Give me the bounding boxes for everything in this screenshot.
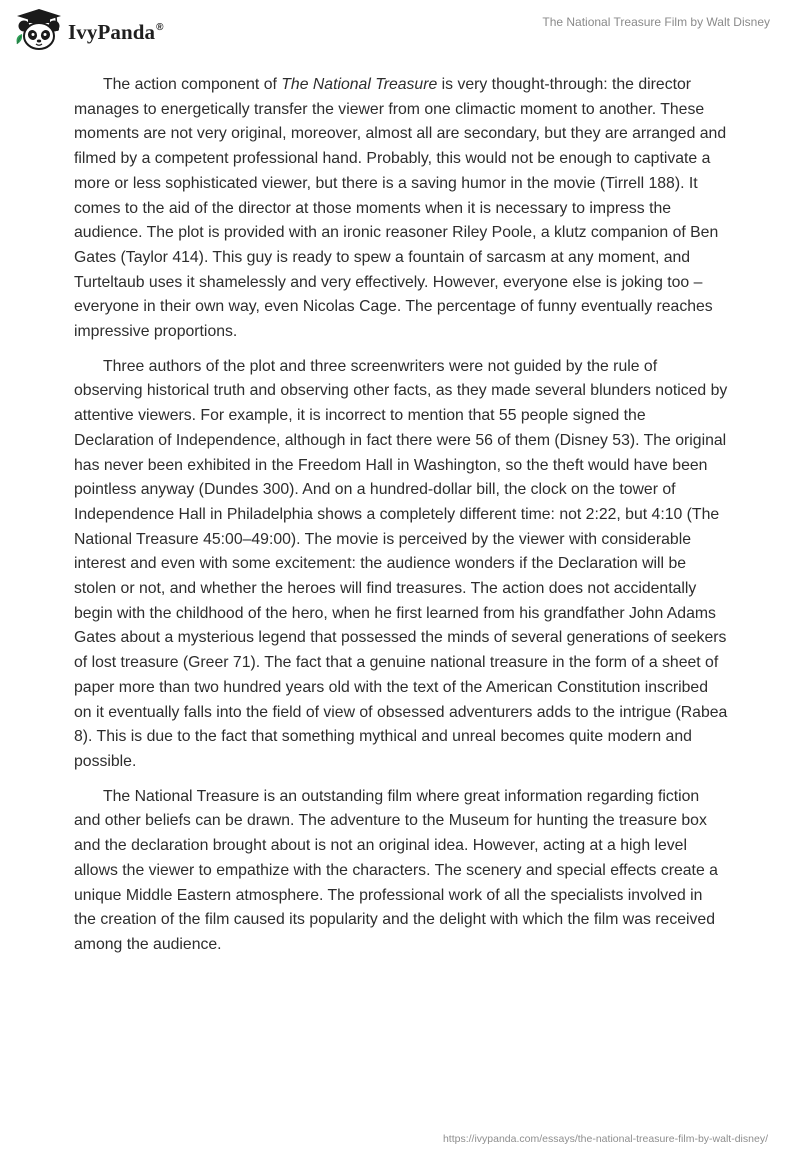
paragraph-1-rest: is very thought-through: the director manages to energetically transfer the viewer from one climactic moment to another. These moments are not very original, moreover, almost all are secondary, but they are arranged and filmed by a competent professional hand. Probably, this would not be enough to captivate a more or less sophisticated viewer, but there is a saving humor in the movie (Tirrell 188). It comes to the aid of the director at those moments when it is necessary to impress the audience. The plot is provided with an ironic reasoner Riley Poole, a klutz companion of Ben Gates (Taylor 414). This guy is ready to spew a fountain of sarcasm at any moment, and Turteltaub uses it shamelessly and very effectively. However, everyone else is joking too – everyone in their own way, even Nicolas Cage. The percentage of funny eventually reaches impressive proportions.	[74, 76, 727, 341]
essay-body	[74, 73, 728, 968]
paragraph-3: The National Treasure is an outstanding film where great information regarding fiction and other beliefs can be drawn. The adventure to the Museum for hunting the treasure box and the declaration brought about is not an original idea. However, acting at a high level allows the viewer to empathize with the characters. The scenery and special effects create a unique Middle Eastern atmosphere. The professional work of all the specialists involved in the creation of the film caused its popularity and the delight with which the film was received among the audience.	[74, 787, 718, 953]
registered-mark: ®	[156, 21, 164, 33]
brand-name	[68, 20, 164, 45]
document-title: The National Treasure Film by Walt Disney	[542, 15, 770, 29]
paragraph-2: Three authors of the plot and three screenwriters were not guided by the rule of observing historical truth and observing other facts, as they made several blunders noticed by attentive viewers. For example, it is incorrect to mention that 55 people signed the Declaration of Independence, although in fact there were 56 of them (Disney 53). The original has never been exhibited in the Freedom Hall in Washington, so the theft would have been pointless anyway (Dundes 300). And on a hundred-dollar bill, the clock on the tower of Independence Hall in Philadelphia shows a completely different time: not 2:22, but 4:10 (The National Treasure 45:00–49:00). The movie is perceived by the viewer with considerable interest and even with some excitement: the audience wonders if the Declaration will be stolen or not, and whether the heroes will find treasures. The action does not accidentally begin with the childhood of the hero, when he first learned from his grandfather John Adams Gates about a mysterious legend that possessed the minds of several generations of seekers of lost treasure (Greer 71). The fact that a genuine national treasure in the form of a sheet of paper more than two hundred years old with the text of the American Constitution inscribed on it eventually falls into the field of view of obsessed adventurers adds to the intrigue (Rabea 8). This is due to the fact that something mythical and unreal becomes quite modern and possible.	[74, 357, 728, 770]
source-url[interactable]: https://ivypanda.com/essays/the-national-treasure-film-by-walt-disney/	[442, 1133, 768, 1145]
brand-logo[interactable]	[14, 8, 164, 52]
film-title-italic: The National Treasure	[281, 76, 438, 93]
panda-graduate-icon	[14, 8, 64, 52]
page-header	[0, 0, 800, 60]
paragraph-1	[74, 73, 728, 345]
brand-name-text: IvyPanda	[68, 19, 156, 44]
paragraph-1-start: The action component of	[103, 76, 282, 93]
